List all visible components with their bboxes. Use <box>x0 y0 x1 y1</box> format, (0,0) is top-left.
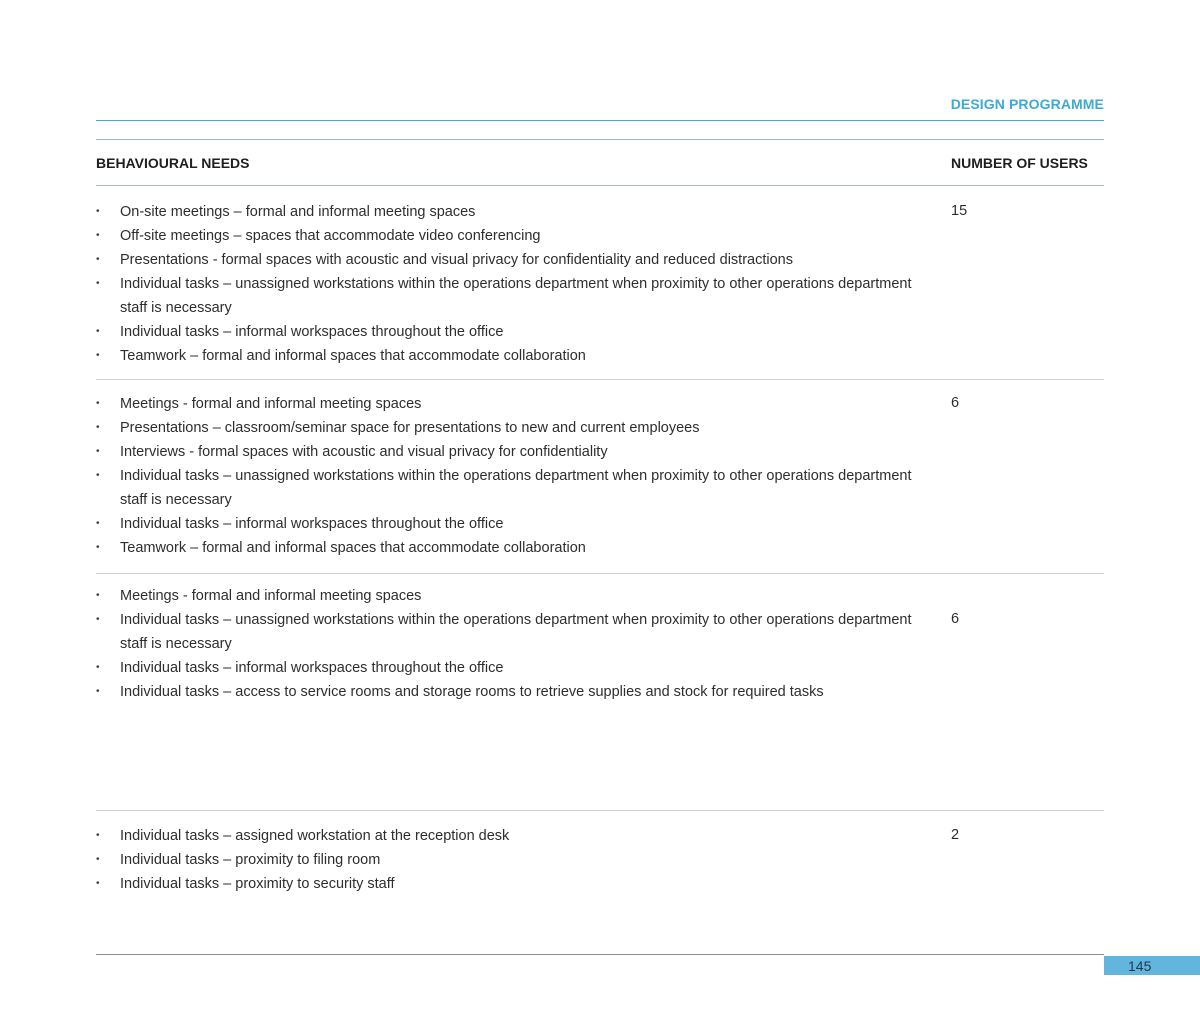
bullet-icon: • <box>96 446 100 457</box>
bullet-icon: • <box>96 422 100 433</box>
bullet-icon: • <box>96 614 100 625</box>
bullet-icon: • <box>96 590 100 601</box>
list-item <box>96 200 916 224</box>
needs-list <box>96 200 916 368</box>
number-of-users: 6 <box>951 395 960 411</box>
need-text: Individual tasks – access to service rooms and storage rooms to retrieve supplies and stock for required tasks <box>120 684 824 700</box>
list-item <box>96 416 916 440</box>
table-row <box>96 574 1104 811</box>
page-number: 145 <box>1128 958 1152 974</box>
need-text: Individual tasks – informal workspaces throughout the office <box>120 516 504 532</box>
bullet-icon: • <box>96 878 100 889</box>
list-item <box>96 584 916 608</box>
footer-rule <box>96 954 1104 955</box>
bullet-icon: • <box>96 350 100 361</box>
bullet-icon: • <box>96 542 100 553</box>
bullet-icon: • <box>96 230 100 241</box>
bullet-icon: • <box>96 518 100 529</box>
table-row <box>96 186 1104 380</box>
needs-list <box>96 584 916 704</box>
need-text: Meetings - formal and informal meeting spaces <box>120 588 422 604</box>
needs-list <box>96 824 916 896</box>
bullet-icon: • <box>96 854 100 865</box>
bullet-icon: • <box>96 398 100 409</box>
number-of-users: 6 <box>951 611 960 627</box>
need-text: Individual tasks – unassigned workstations within the operations department when proximity to other operations department staff is necessary <box>120 468 912 508</box>
need-text: Individual tasks – proximity to security staff <box>120 876 395 892</box>
bullet-icon: • <box>96 206 100 217</box>
list-item <box>96 512 916 536</box>
need-text: Presentations – classroom/seminar space for presentations to new and current employees <box>120 420 700 436</box>
list-item <box>96 536 916 560</box>
bullet-icon: • <box>96 278 100 289</box>
list-item <box>96 872 916 896</box>
list-item <box>96 848 916 872</box>
bullet-icon: • <box>96 254 100 265</box>
bullet-icon: • <box>96 470 100 481</box>
need-text: Individual tasks – unassigned workstations within the operations department when proximity to other operations department staff is necessary <box>120 276 912 316</box>
need-text: Interviews - formal spaces with acoustic and visual privacy for confidentiality <box>120 444 608 460</box>
list-item <box>96 464 916 512</box>
table-row <box>96 380 1104 574</box>
bullet-icon: • <box>96 830 100 841</box>
need-text: Presentations - formal spaces with acoustic and visual privacy for confidentiality and reduced distractions <box>120 252 793 268</box>
need-text: Individual tasks – informal workspaces throughout the office <box>120 324 504 340</box>
list-item <box>96 224 916 248</box>
need-text: Individual tasks – unassigned workstations within the operations department when proximity to other operations department staff is necessary <box>120 612 912 652</box>
bullet-icon: • <box>96 662 100 673</box>
bullet-icon: • <box>96 326 100 337</box>
need-text: Teamwork – formal and informal spaces that accommodate collaboration <box>120 348 586 364</box>
column-header-behavioural-needs: BEHAVIOURAL NEEDS <box>96 155 250 171</box>
need-text: Individual tasks – informal workspaces throughout the office <box>120 660 504 676</box>
list-item <box>96 608 916 656</box>
table-header-row <box>96 140 1104 186</box>
need-text: Teamwork – formal and informal spaces that accommodate collaboration <box>120 540 586 556</box>
needs-list <box>96 392 916 560</box>
need-text: Individual tasks – proximity to filing room <box>120 852 381 868</box>
list-item <box>96 824 916 848</box>
list-item <box>96 440 916 464</box>
number-of-users: 15 <box>951 203 968 219</box>
list-item <box>96 344 916 368</box>
list-item <box>96 320 916 344</box>
list-item <box>96 248 916 272</box>
table-row <box>96 811 1104 954</box>
list-item <box>96 272 916 320</box>
need-text: Off-site meetings – spaces that accommodate video conferencing <box>120 228 541 244</box>
bullet-icon: • <box>96 686 100 697</box>
list-item <box>96 392 916 416</box>
number-of-users: 2 <box>951 827 960 843</box>
page-number-tab <box>1104 956 1200 975</box>
list-item <box>96 680 916 704</box>
column-header-number-of-users: NUMBER OF USERS <box>951 155 1088 171</box>
need-text: On-site meetings – formal and informal meeting spaces <box>120 204 476 220</box>
list-item <box>96 656 916 680</box>
title-rule <box>96 120 1104 121</box>
need-text: Meetings - formal and informal meeting spaces <box>120 396 422 412</box>
section-title: DESIGN PROGRAMME <box>950 96 1104 112</box>
need-text: Individual tasks – assigned workstation at the reception desk <box>120 828 510 844</box>
